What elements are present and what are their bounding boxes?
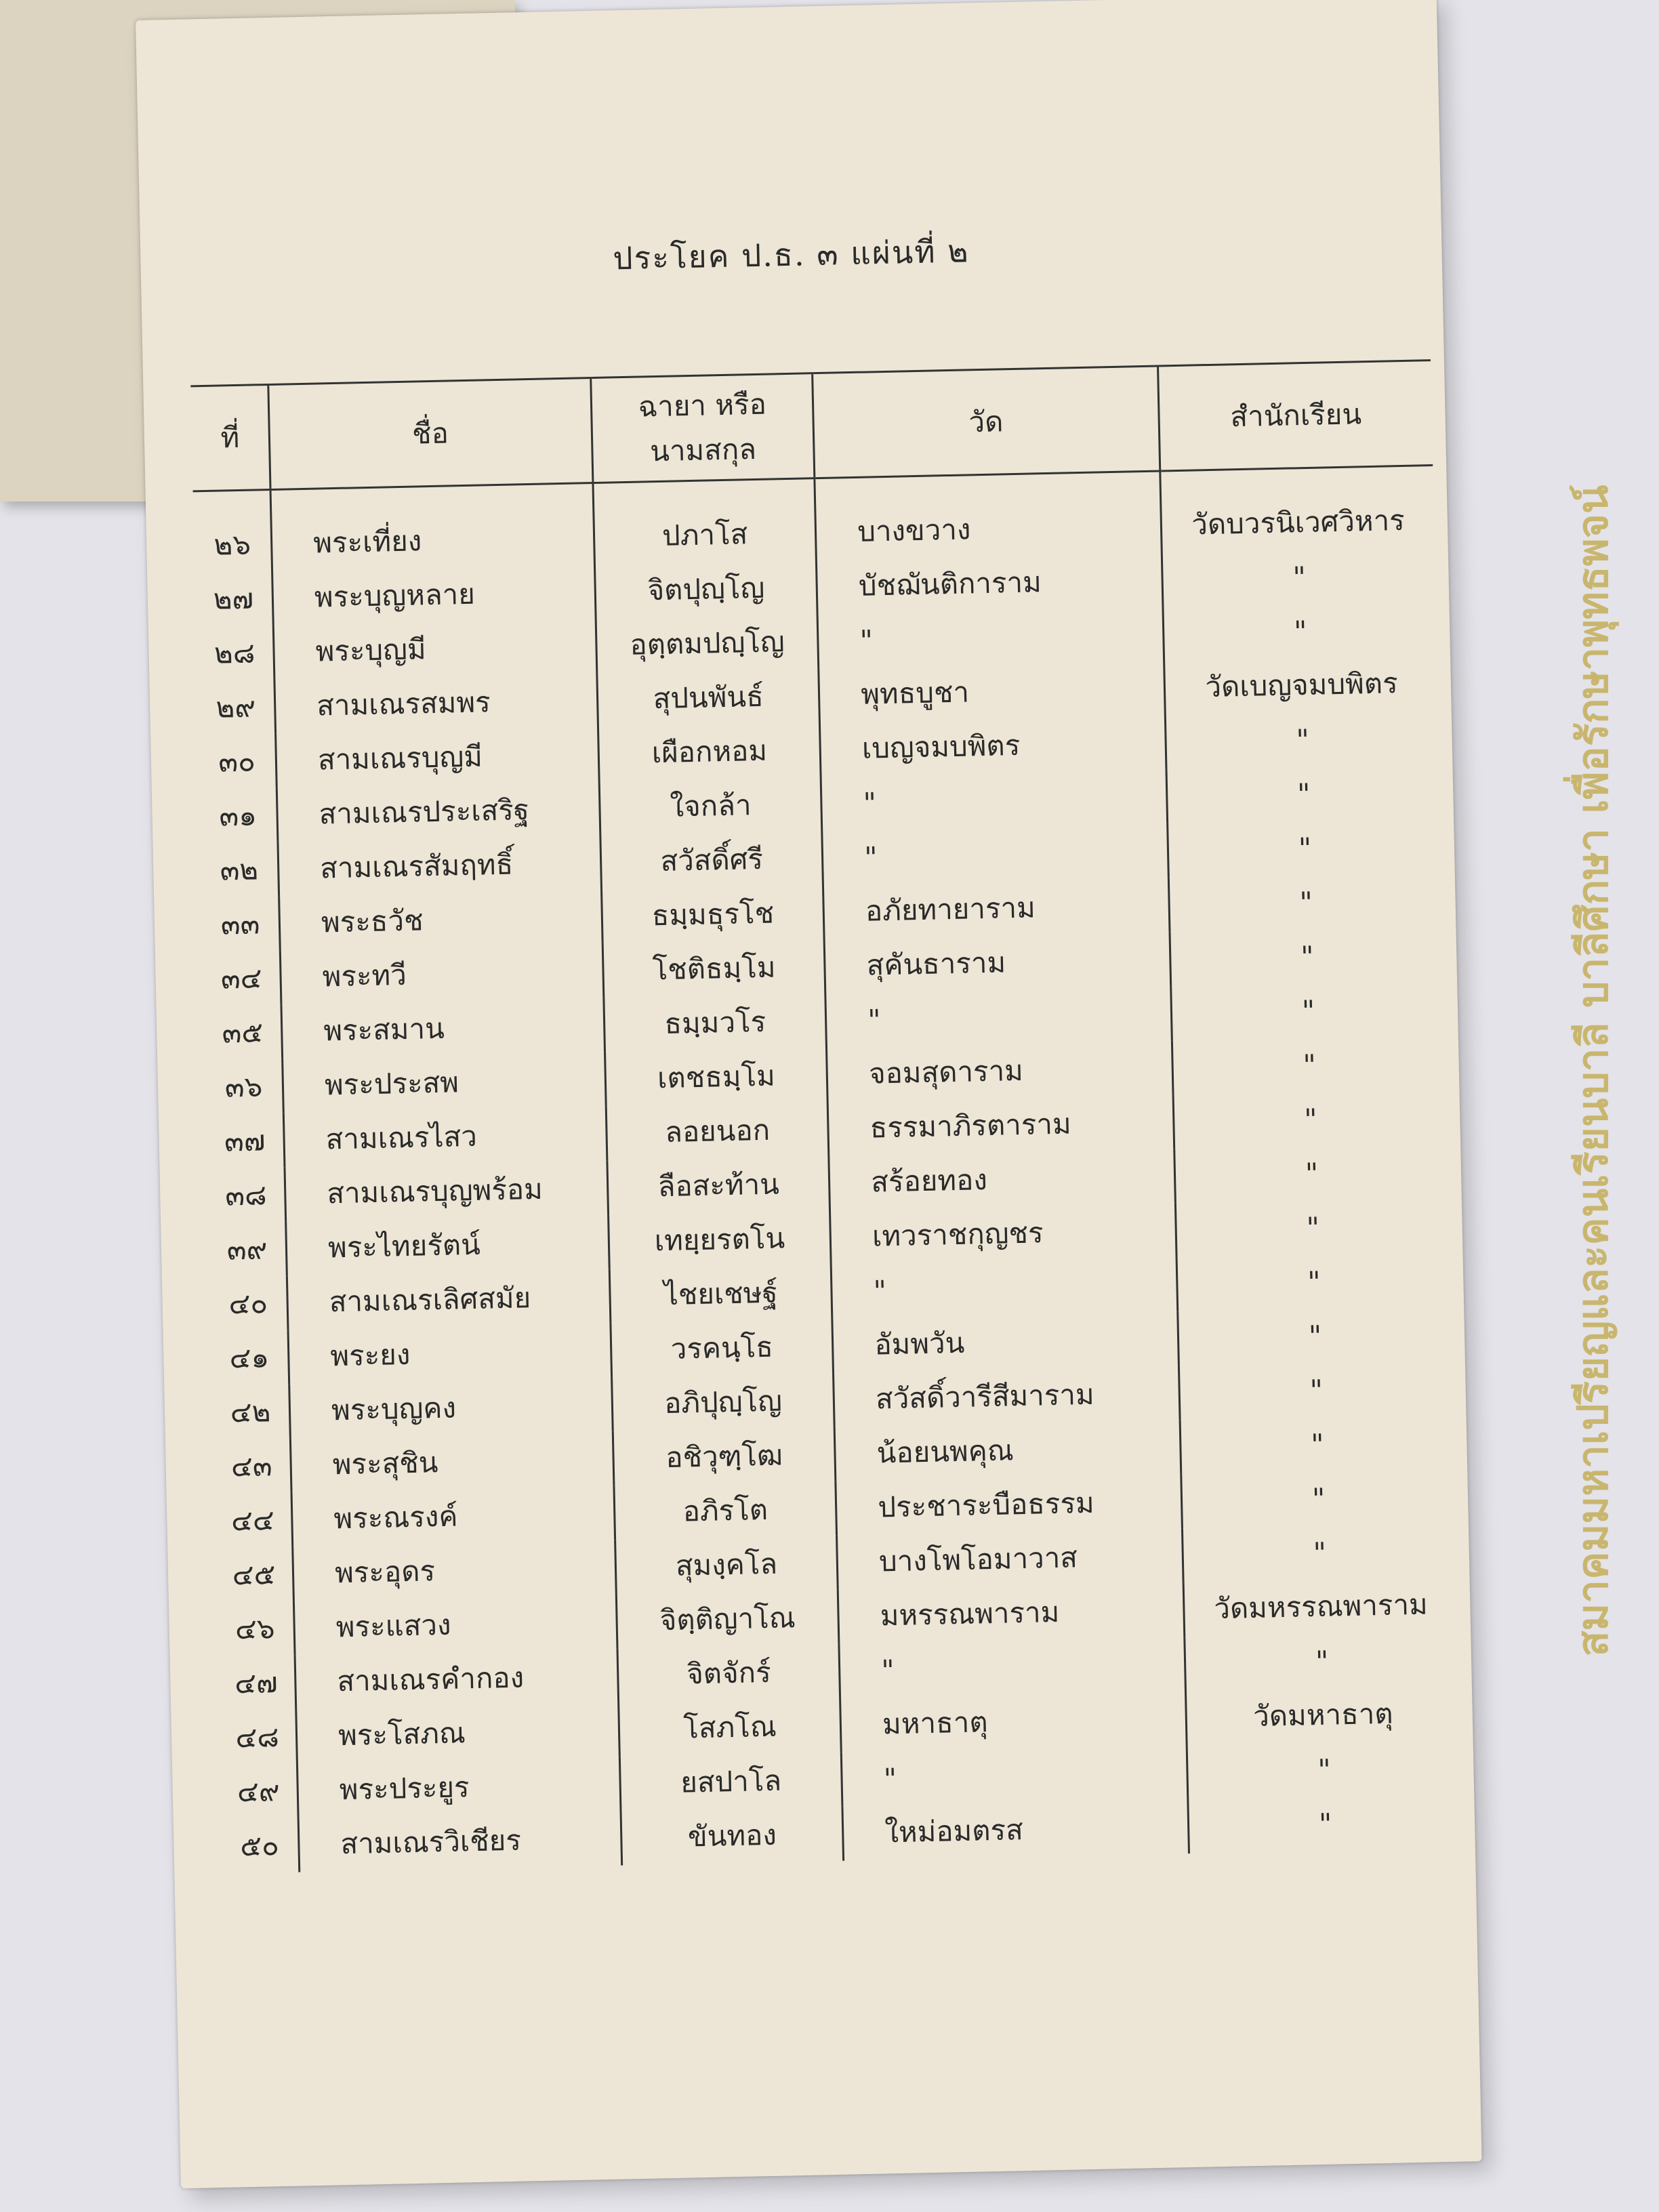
row-school: ": [1174, 1143, 1448, 1203]
header-name: ชื่อ: [268, 378, 593, 490]
table-body: [193, 466, 1462, 1874]
row-wat: ": [825, 986, 1172, 1048]
row-school: ": [1179, 1360, 1453, 1420]
row-name: พระยง: [288, 1324, 611, 1385]
row-chaya: อชิวุฑฺโฒ: [613, 1427, 836, 1486]
row-chaya: สุปนพันธ์: [597, 668, 820, 727]
row-school: ": [1166, 764, 1440, 823]
header-number: ที่: [190, 385, 270, 491]
row-wat: ": [831, 1257, 1178, 1319]
row-number: ๒๙: [216, 690, 256, 724]
row-school: ": [1178, 1306, 1452, 1366]
row-wat: ": [822, 823, 1169, 885]
row-name: สามเณรคำกอง: [295, 1649, 618, 1710]
row-school: ": [1181, 1469, 1455, 1528]
row-wat: บัชฌันติการาม: [817, 552, 1164, 614]
row-name: พระธวัช: [279, 890, 602, 951]
row-school: ": [1162, 547, 1436, 607]
row-number: ๔๓: [230, 1449, 273, 1483]
row-wat: จอมสุดาราม: [827, 1040, 1174, 1102]
row-number: ๓๙: [226, 1232, 268, 1267]
row-wat: ": [839, 1637, 1186, 1698]
row-name: พระบุญมี: [273, 619, 596, 680]
watermark-text: สมาคมมหาเปรียญและคนเรียนบาลี บาลีศึกษา เพื่อรักษาพุทธพจน์: [1568, 485, 1618, 1657]
row-school: วัดมหาธาตุ: [1186, 1685, 1460, 1745]
row-school: ": [1188, 1794, 1462, 1853]
row-wat: มหรรณพาราม: [838, 1582, 1185, 1644]
row-chaya: เทยฺยรตโน: [609, 1210, 832, 1269]
row-number: ๓๐: [218, 744, 256, 779]
row-name: สามเณรบุญมี: [276, 727, 599, 788]
row-wat: สร้อยทอง: [829, 1149, 1176, 1210]
row-chaya: อภิปุญฺโญ: [612, 1373, 835, 1432]
row-school: ": [1172, 1035, 1446, 1094]
row-chaya: ธมฺมธุรโช: [601, 885, 824, 944]
row-wat: เทวราชกุญชร: [830, 1203, 1177, 1265]
row-chaya: ลอยนอก: [606, 1102, 829, 1161]
row-number: ๓๔: [220, 961, 262, 996]
row-number: ๔๑: [229, 1340, 270, 1375]
row-name: สามเณรบุญพร้อม: [285, 1161, 608, 1222]
row-wat: อัมพวัน: [832, 1311, 1179, 1373]
header-chaya: ฉายา หรือนามสกุล: [591, 373, 815, 483]
row-chaya: ปภาโส: [593, 478, 817, 565]
row-wat: เบญจมบพิตร: [820, 715, 1167, 777]
row-number: ๔๒: [230, 1395, 271, 1429]
row-number: ๓๗: [224, 1124, 266, 1158]
row-chaya: ขันทอง: [621, 1807, 844, 1866]
row-wat: สวัสดิ์วารีสีมาราม: [834, 1366, 1181, 1427]
row-school: วัดเบญจมบพิตร: [1164, 655, 1438, 715]
row-name: พระแสวง: [294, 1595, 617, 1656]
row-name: พระโสภณ: [296, 1703, 619, 1764]
row-name: สามเณรสัมฤทธิ์: [278, 836, 601, 897]
row-school: วัดมหรรณพาราม: [1183, 1577, 1457, 1637]
row-chaya: จิตฺติญาโณ: [616, 1590, 839, 1649]
row-number: ๓๓: [220, 907, 260, 941]
row-school: ": [1166, 710, 1439, 769]
row-wat: ": [817, 607, 1164, 668]
row-chaya: ลือสะท้าน: [607, 1156, 830, 1215]
row-name: พระบุญหลาย: [272, 565, 596, 626]
row-name: พระสมาน: [281, 998, 605, 1059]
row-school: ": [1180, 1414, 1454, 1474]
row-school: ": [1183, 1523, 1456, 1582]
row-chaya: สวัสดิ์ศรี: [600, 831, 823, 890]
row-wat: มหาธาตุ: [840, 1691, 1187, 1753]
results-table: [190, 359, 1462, 1874]
row-number: ๕๐: [239, 1828, 280, 1863]
row-wat: พุทธบูชา: [819, 661, 1166, 722]
row-name: พระประยูร: [298, 1757, 621, 1818]
row-chaya: ไชยเชษฐ์: [609, 1265, 832, 1324]
row-school: ": [1163, 601, 1437, 661]
document-page: [136, 0, 1482, 2188]
row-school: ": [1176, 1197, 1450, 1257]
row-name: พระไทยรัตน์: [286, 1215, 609, 1276]
row-school: ": [1171, 981, 1445, 1040]
row-name: พระอุดร: [293, 1540, 616, 1601]
row-school: ": [1187, 1740, 1460, 1799]
row-name: สามเณรไสว: [283, 1107, 607, 1168]
row-number: ๔๙: [237, 1774, 281, 1809]
row-number: ๔๘: [235, 1720, 280, 1755]
row-wat: บางโพโอมาวาส: [837, 1528, 1184, 1590]
row-name: สามเณรเลิศสมัย: [287, 1269, 610, 1330]
row-number: ๔๖: [234, 1612, 276, 1646]
row-name: สามเณรวิเชียร: [298, 1811, 621, 1872]
row-chaya: ใจกล้า: [599, 777, 822, 836]
row-chaya: อุตฺตมปญฺโญ: [596, 614, 819, 673]
row-wat: ธรรมาภิรตาราม: [827, 1094, 1174, 1156]
row-name: พระเที่ยง: [270, 483, 594, 571]
row-name: สามเณรประเสริฐ: [276, 781, 600, 842]
row-wat: อภัยทายาราม: [823, 878, 1170, 939]
row-number: ๔๐: [228, 1286, 268, 1321]
row-chaya: จิตจักร์: [617, 1644, 840, 1703]
row-chaya: จิตปุญฺโญ: [594, 560, 817, 619]
row-name: พระสุชิน: [290, 1432, 613, 1493]
row-name: พระบุญคง: [289, 1378, 613, 1439]
row-wat: ": [841, 1745, 1188, 1807]
row-chaya: ธมฺมวโร: [604, 994, 827, 1052]
row-wat: ประชาระบือธรรม: [836, 1474, 1183, 1536]
row-number: ๒๖: [213, 527, 251, 562]
row-number: ๒๗: [213, 581, 254, 616]
row-school: ": [1185, 1631, 1458, 1691]
row-number: ๓๕: [222, 1015, 264, 1050]
row-number: ๓๑: [218, 798, 258, 833]
row-wat: บางขวาง: [815, 471, 1162, 560]
row-school: ": [1173, 1089, 1447, 1149]
row-chaya: เตชธมฺโม: [605, 1048, 828, 1107]
row-wat: สุคันธาราม: [824, 932, 1171, 994]
row-number: ๔๕: [232, 1557, 276, 1592]
row-school: ": [1170, 926, 1443, 986]
row-wat: น้อยนพคุณ: [834, 1420, 1181, 1481]
row-school: ": [1176, 1252, 1450, 1311]
row-school: ": [1168, 818, 1441, 878]
row-name: พระประสพ: [283, 1052, 606, 1113]
row-number: ๓๖: [224, 1069, 263, 1104]
row-chaya: อภิรโต: [614, 1481, 837, 1540]
row-number: ๓๒: [220, 853, 259, 887]
row-chaya: ยสปาโล: [619, 1753, 842, 1811]
row-school: ": [1169, 872, 1443, 932]
row-name: พระทวี: [280, 944, 603, 1005]
header-wat: วัด: [813, 366, 1160, 478]
row-wat: ": [821, 769, 1168, 831]
row-name: สามเณรสมพร: [274, 673, 598, 734]
header-school: สำนักเรียน: [1158, 361, 1433, 471]
row-school: วัดบวรนิเวศวิหาร: [1160, 466, 1435, 553]
page-title: ประโยค ป.ธ. ๓ แผ่นที่ ๒: [612, 232, 970, 277]
row-chaya: วรคนฺโธ: [611, 1319, 834, 1378]
watermark: [1559, 441, 1626, 1701]
row-chaya: เผือกหอม: [598, 722, 821, 781]
row-chaya: สุมงฺคโล: [615, 1536, 838, 1595]
row-number: ๔๗: [234, 1666, 279, 1700]
row-chaya: โชติธมฺโม: [602, 939, 825, 998]
row-number: ๔๔: [230, 1503, 275, 1538]
row-chaya: โสภโณ: [619, 1698, 842, 1757]
row-name: พระณรงค์: [291, 1486, 615, 1547]
row-number: ๓๘: [224, 1178, 267, 1212]
row-number: ๒๘: [213, 636, 255, 670]
row-wat: ใหม่อมตรส: [842, 1799, 1189, 1861]
